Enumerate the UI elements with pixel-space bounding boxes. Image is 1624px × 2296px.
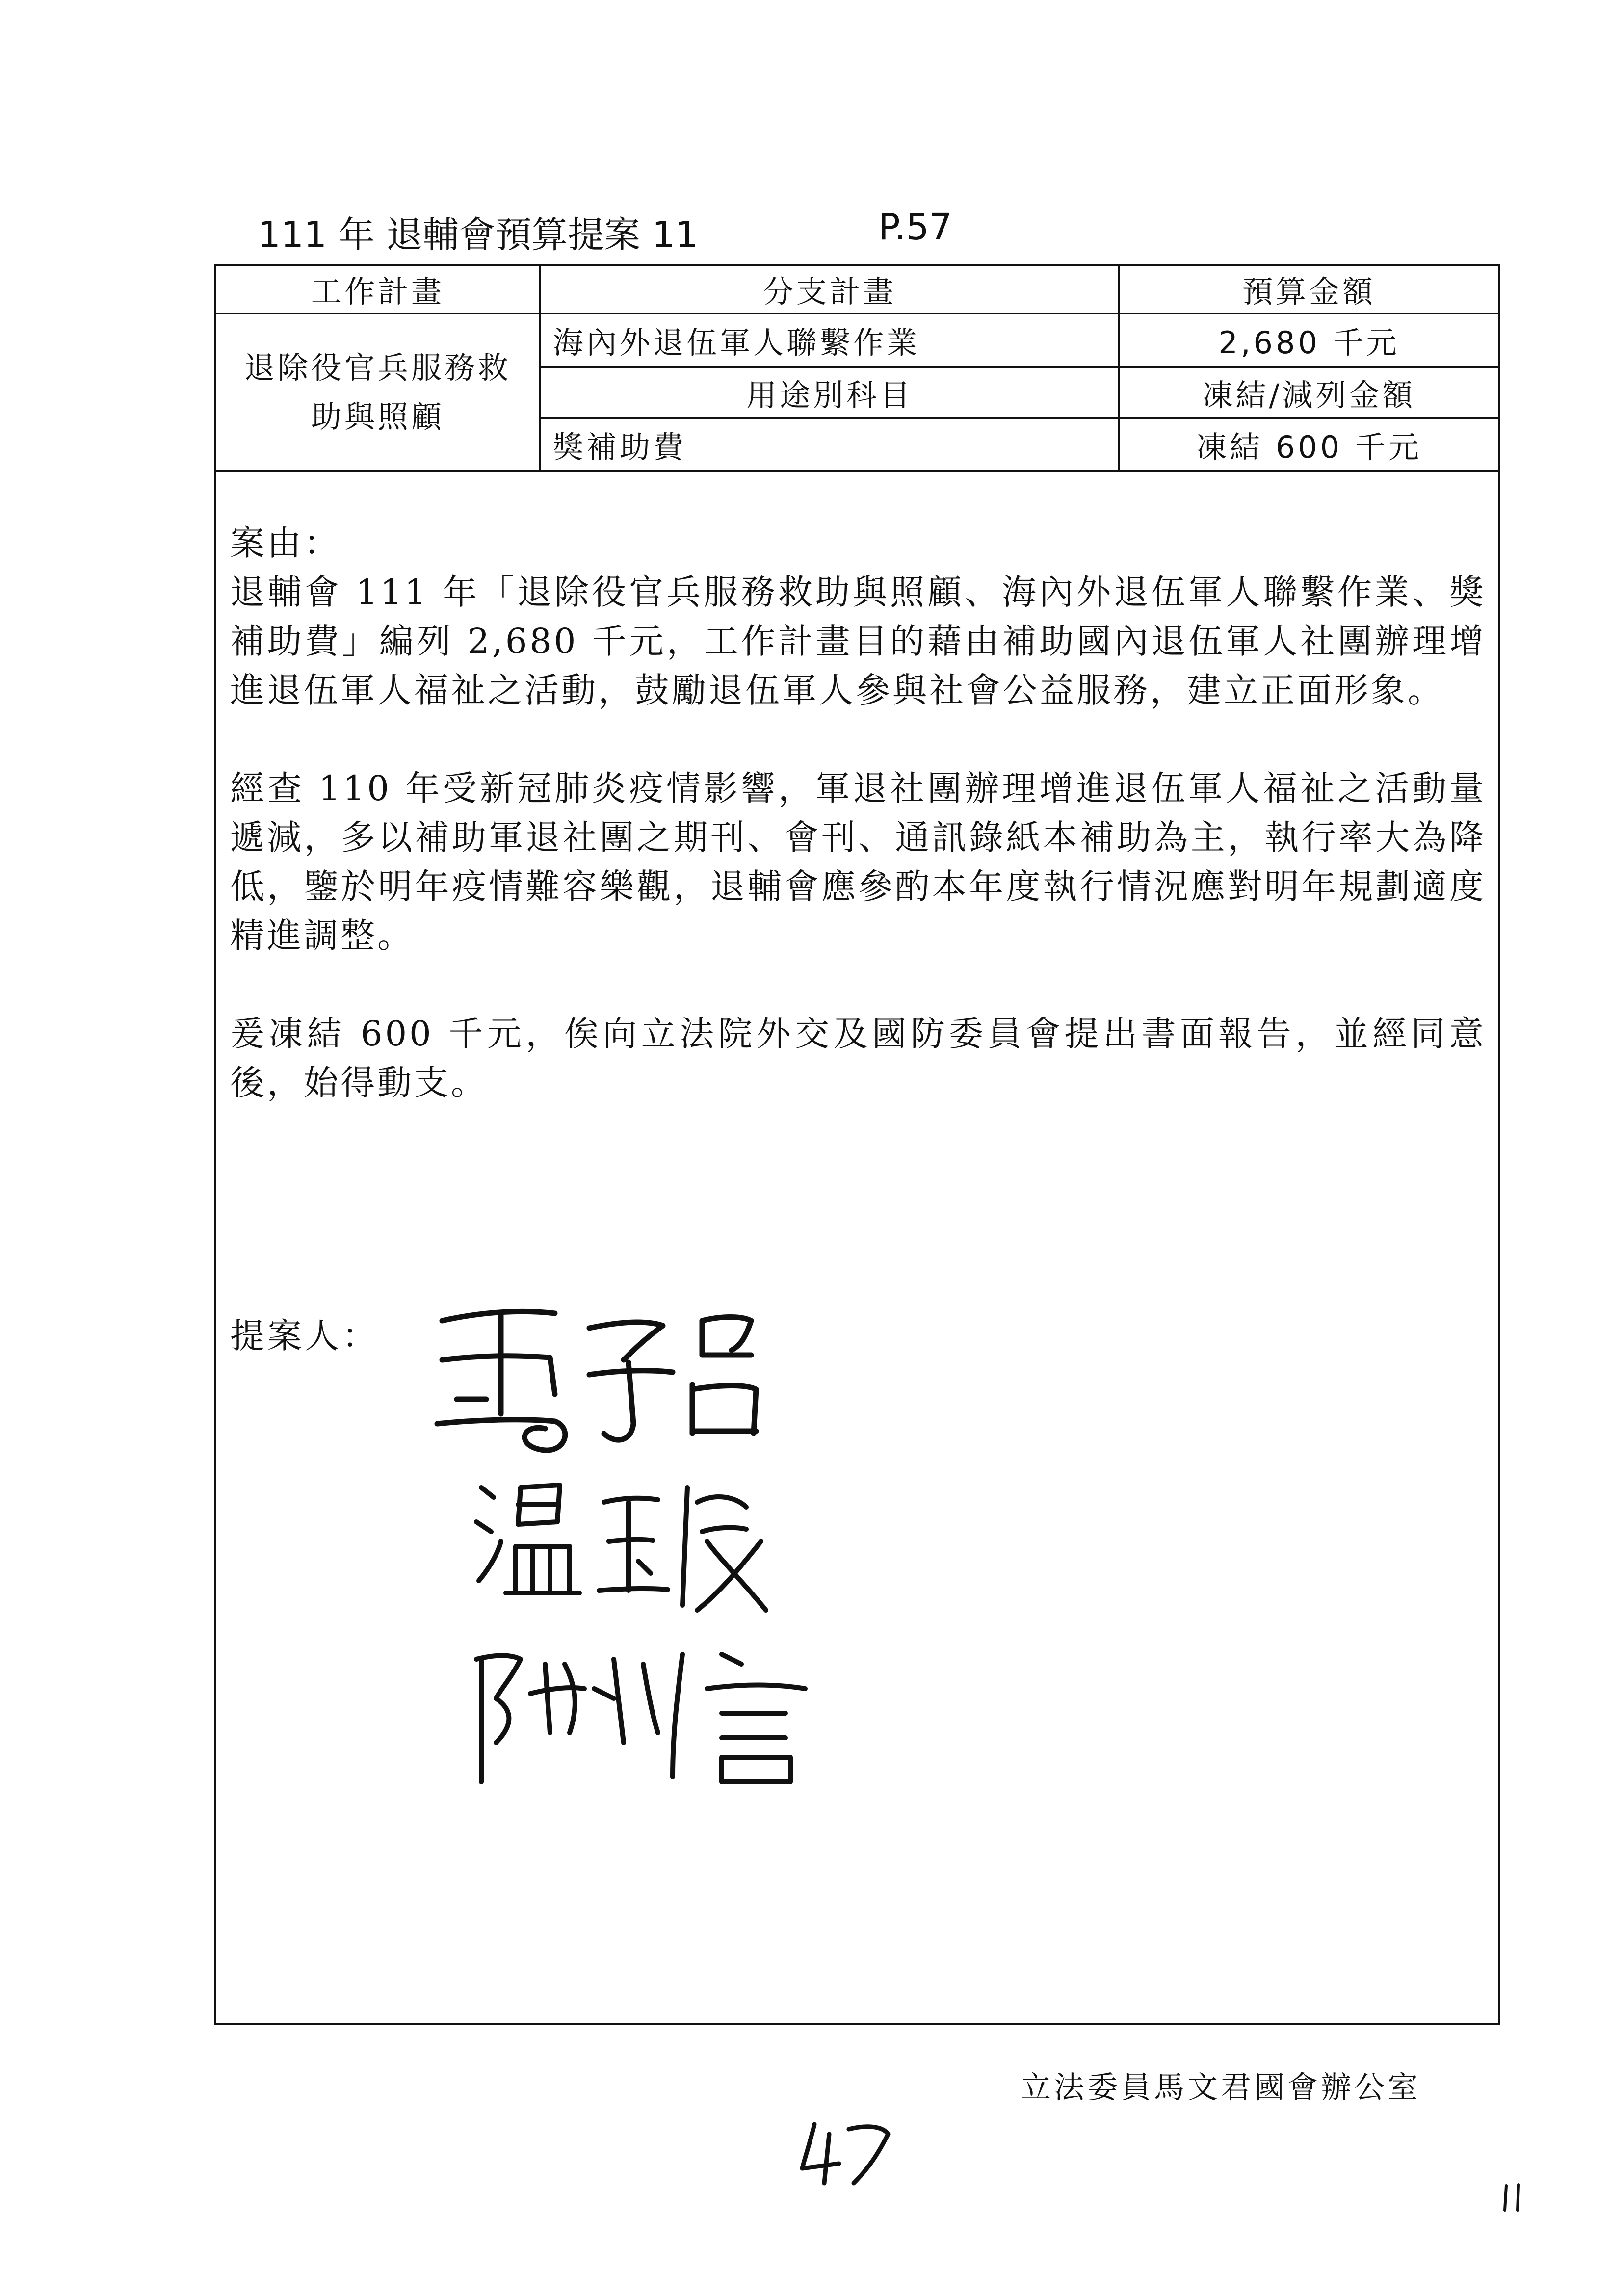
budget-table xyxy=(216,266,1498,472)
subject-cell: 獎補助費 xyxy=(540,418,1119,471)
proposal-frame xyxy=(214,264,1500,2025)
reason-paragraph-3: 爰凍結 600 千元，俟向立法院外交及國防委員會提出書面報告，並經同意後，始得動支。 xyxy=(230,1014,1486,1103)
signature-3 xyxy=(467,1635,820,1792)
page-reference: P.57 xyxy=(878,206,952,248)
subject-header-cell: 用途別科目 xyxy=(540,367,1119,418)
signature-2 xyxy=(471,1468,776,1625)
work-plan-text: 退除役官兵服務救助與照顧 xyxy=(244,350,511,435)
document-header xyxy=(258,206,952,258)
proposal-title: 111 年 退輔會預算提案 11 xyxy=(258,214,698,256)
col-header-work-plan: 工作計畫 xyxy=(216,266,540,313)
reason-paragraph-2: 經查 110 年受新冠肺炎疫情影響，軍退社團辦理增進退伍軍人福祉之活動量遞減，多以補助軍退社團之期刊、會刊、通訊錄紙本補助為主，執行率大為降低，鑒於明年疫情難容樂觀，退輔會應參酌本年度執行情況應對明年規劃適度精進調整。 xyxy=(230,768,1486,956)
handwritten-page-number xyxy=(795,2114,893,2190)
reason-label: 案由： xyxy=(230,523,341,563)
freeze-header-cell: 凍結/減列金額 xyxy=(1119,367,1498,418)
office-name: 立法委員馬文君國會辦公室 xyxy=(1021,2069,1421,2105)
reason-paragraph-1: 退輔會 111 年「退除役官兵服務救助與照顧、海內外退伍軍人聯繫作業、獎補助費」編列 2,680 千元，工作計畫目的藉由補助國內退伍軍人社團辦理增進退伍軍人福祉之活動，鼓勵退伍軍人參與社會公益服務，建立正面形象。 xyxy=(230,572,1486,710)
work-plan-cell xyxy=(216,313,540,471)
proposal-body xyxy=(230,519,1486,1107)
freeze-amount-cell: 凍結 600 千元 xyxy=(1119,418,1498,471)
proposer-label: 提案人： xyxy=(230,1316,379,1356)
corner-mark xyxy=(1499,2181,1528,2217)
budget-amount-cell: 2,680 千元 xyxy=(1119,313,1498,367)
signature-1 xyxy=(427,1301,771,1468)
col-header-budget: 預算金額 xyxy=(1119,266,1498,313)
branch-plan-cell: 海內外退伍軍人聯繫作業 xyxy=(540,313,1119,367)
col-header-branch-plan: 分支計畫 xyxy=(540,266,1119,313)
